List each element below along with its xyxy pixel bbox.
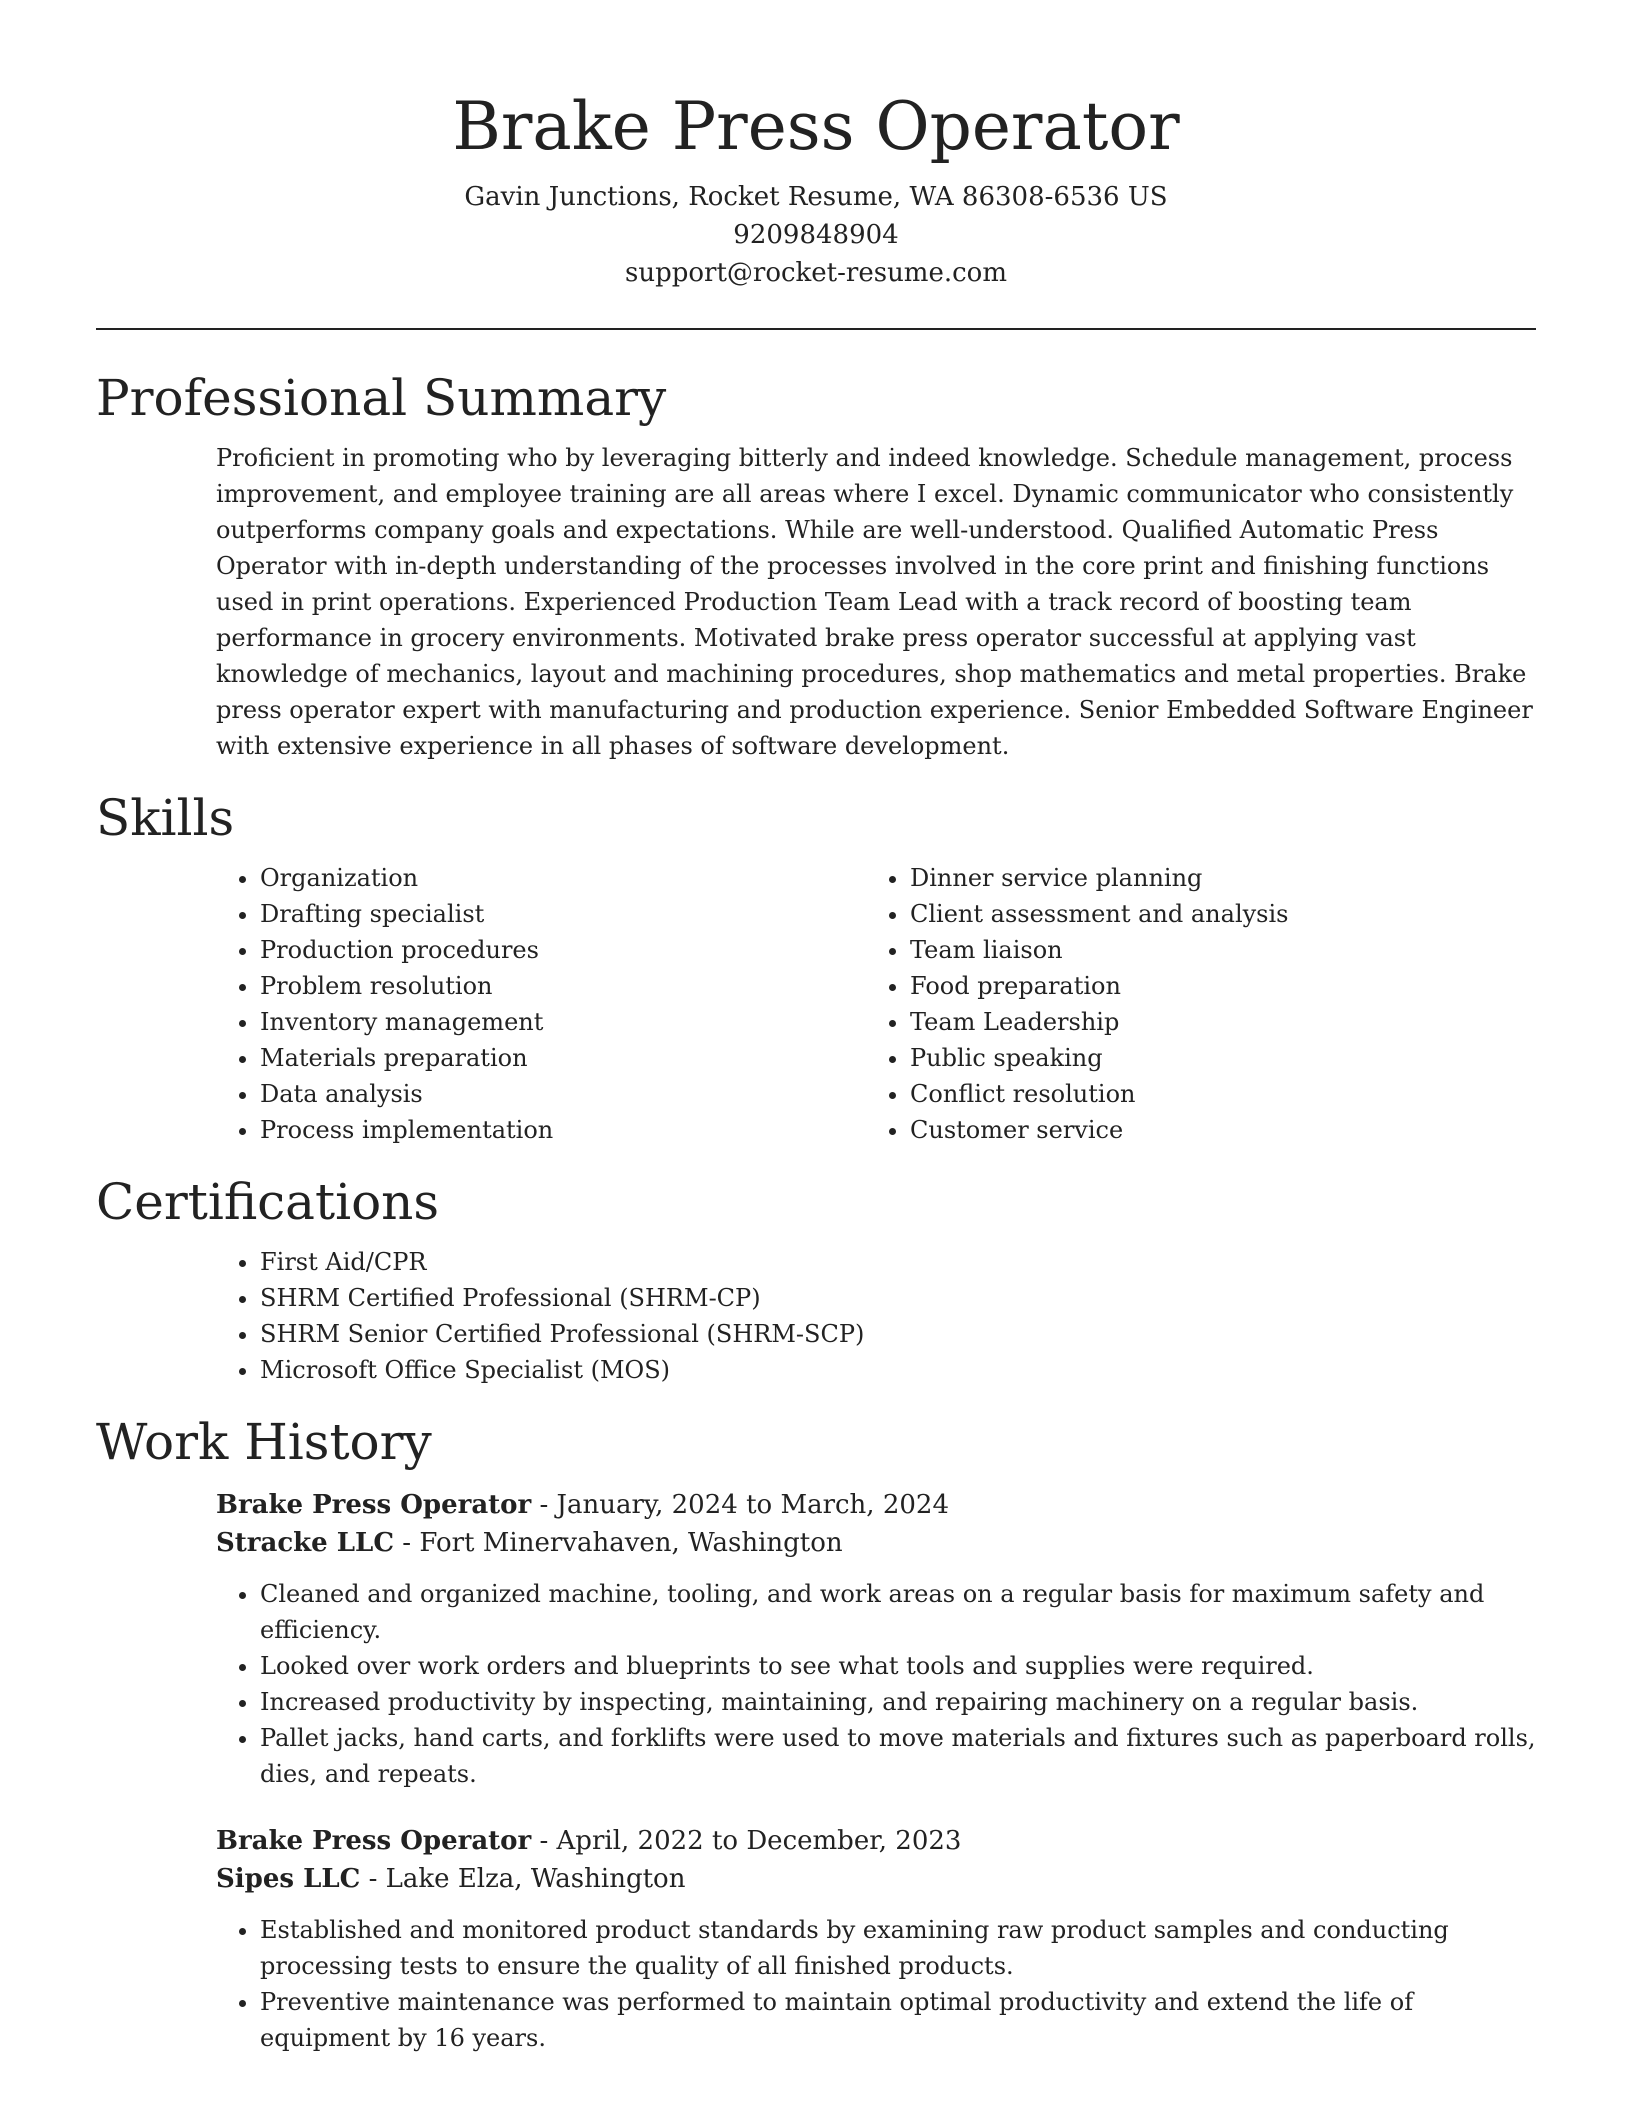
job-title: Brake Press Operator — [216, 1490, 532, 1520]
skills-column-right — [866, 860, 1516, 1148]
job-company-line — [216, 1524, 1536, 1562]
certifications-heading: Certifications — [96, 1173, 440, 1231]
certification-item: • First Aid/CPR — [260, 1244, 1536, 1280]
contact-info — [0, 178, 1632, 292]
skill-item: • Data analysis — [260, 1076, 866, 1112]
summary-section — [96, 366, 1536, 764]
skill-item: • Conflict resolution — [910, 1076, 1516, 1112]
skill-item: • Client assessment and analysis — [910, 896, 1516, 932]
job-company-line — [216, 1860, 1536, 1898]
skill-item: • Team Leadership — [910, 1004, 1516, 1040]
job-bullet: • Pallet jacks, hand carts, and forklifts were used to move materials and fixtures such as paperboard rolls, dies, and repeats. — [260, 1720, 1536, 1792]
skill-item: • Customer service — [910, 1112, 1516, 1148]
job-bullet: • Preventive maintenance was performed to maintain optimal productivity and extend the life of equipment by 16 years. — [260, 1984, 1536, 2056]
job-title-line — [216, 1486, 1536, 1524]
job-title: Brake Press Operator — [216, 1826, 532, 1856]
email: support@rocket-resume.com — [624, 258, 1007, 288]
skill-item: • Drafting specialist — [260, 896, 866, 932]
certification-item: • Microsoft Office Specialist (MOS) — [260, 1352, 1536, 1388]
header-divider — [96, 328, 1536, 330]
job-bullet: • Cleaned and organized machine, tooling, and work areas on a regular basis for maximum safety and efficiency. — [260, 1576, 1536, 1648]
skills-column-left — [216, 860, 866, 1148]
summary-heading: Professional Summary — [96, 369, 667, 427]
job-dates: - April, 2022 to December, 2023 — [531, 1826, 962, 1856]
address: Gavin Junctions, Rocket Resume, WA 86308-6536 US — [464, 182, 1168, 212]
job-title-line — [216, 1822, 1536, 1860]
certification-item: • SHRM Senior Certified Professional (SHRM-SCP) — [260, 1316, 1536, 1352]
summary-text: Proficient in promoting who by leveraging bitterly and indeed knowledge. Schedule management, process improvement, and employee training are all areas where I excel. Dynamic communicator who consistently outperforms company goals and expectations. While are well-understood. Qualified Automatic Press Operator with in-depth understanding of the processes involved in the core print and finishing functions used in print operations. Experienced Production Team Lead with a track record of boosting team performance in grocery environments. Motivated brake press operator successful at applying vast knowledge of mechanics, layout and machining procedures, shop mathematics and metal properties. Brake press operator expert with manufacturing and production experience. Senior Embedded Software Engineer with extensive experience in all phases of software development. — [216, 444, 1533, 760]
work-history-heading: Work History — [96, 1413, 432, 1471]
work-history-section — [96, 1410, 1536, 2056]
skill-item: • Public speaking — [910, 1040, 1516, 1076]
skills-section — [96, 786, 1536, 1148]
resume-title: Brake Press Operator — [452, 88, 1180, 165]
job-location: - Fort Minervahaven, Washington — [394, 1528, 843, 1558]
skill-item: • Problem resolution — [260, 968, 866, 1004]
skills-grid — [216, 860, 1536, 1148]
skill-item: • Inventory management — [260, 1004, 866, 1040]
phone: 9209848904 — [733, 220, 899, 250]
skill-item: • Production procedures — [260, 932, 866, 968]
skill-item: • Food preparation — [910, 968, 1516, 1004]
certifications-section — [96, 1170, 1536, 1388]
skill-item: • Process implementation — [260, 1112, 866, 1148]
job-entry — [216, 1822, 1536, 2056]
job-company: Sipes LLC — [216, 1864, 361, 1894]
skill-item: • Materials preparation — [260, 1040, 866, 1076]
skills-heading: Skills — [96, 789, 235, 847]
job-company: Stracke LLC — [216, 1528, 395, 1558]
job-location: - Lake Elza, Washington — [360, 1864, 686, 1894]
resume-header — [0, 0, 1632, 292]
job-dates: - January, 2024 to March, 2024 — [531, 1490, 949, 1520]
skill-item: • Dinner service planning — [910, 860, 1516, 896]
certification-item: • SHRM Certified Professional (SHRM-CP) — [260, 1280, 1536, 1316]
skill-item: • Organization — [260, 860, 866, 896]
job-bullet: • Established and monitored product standards by examining raw product samples and conducting processing tests to ensure the quality of all finished products. — [260, 1912, 1536, 1984]
skill-item: • Team liaison — [910, 932, 1516, 968]
job-entry — [216, 1486, 1536, 1792]
job-bullet: • Looked over work orders and blueprints to see what tools and supplies were required. — [260, 1648, 1536, 1684]
job-bullet: • Increased productivity by inspecting, maintaining, and repairing machinery on a regular basis. — [260, 1684, 1536, 1720]
